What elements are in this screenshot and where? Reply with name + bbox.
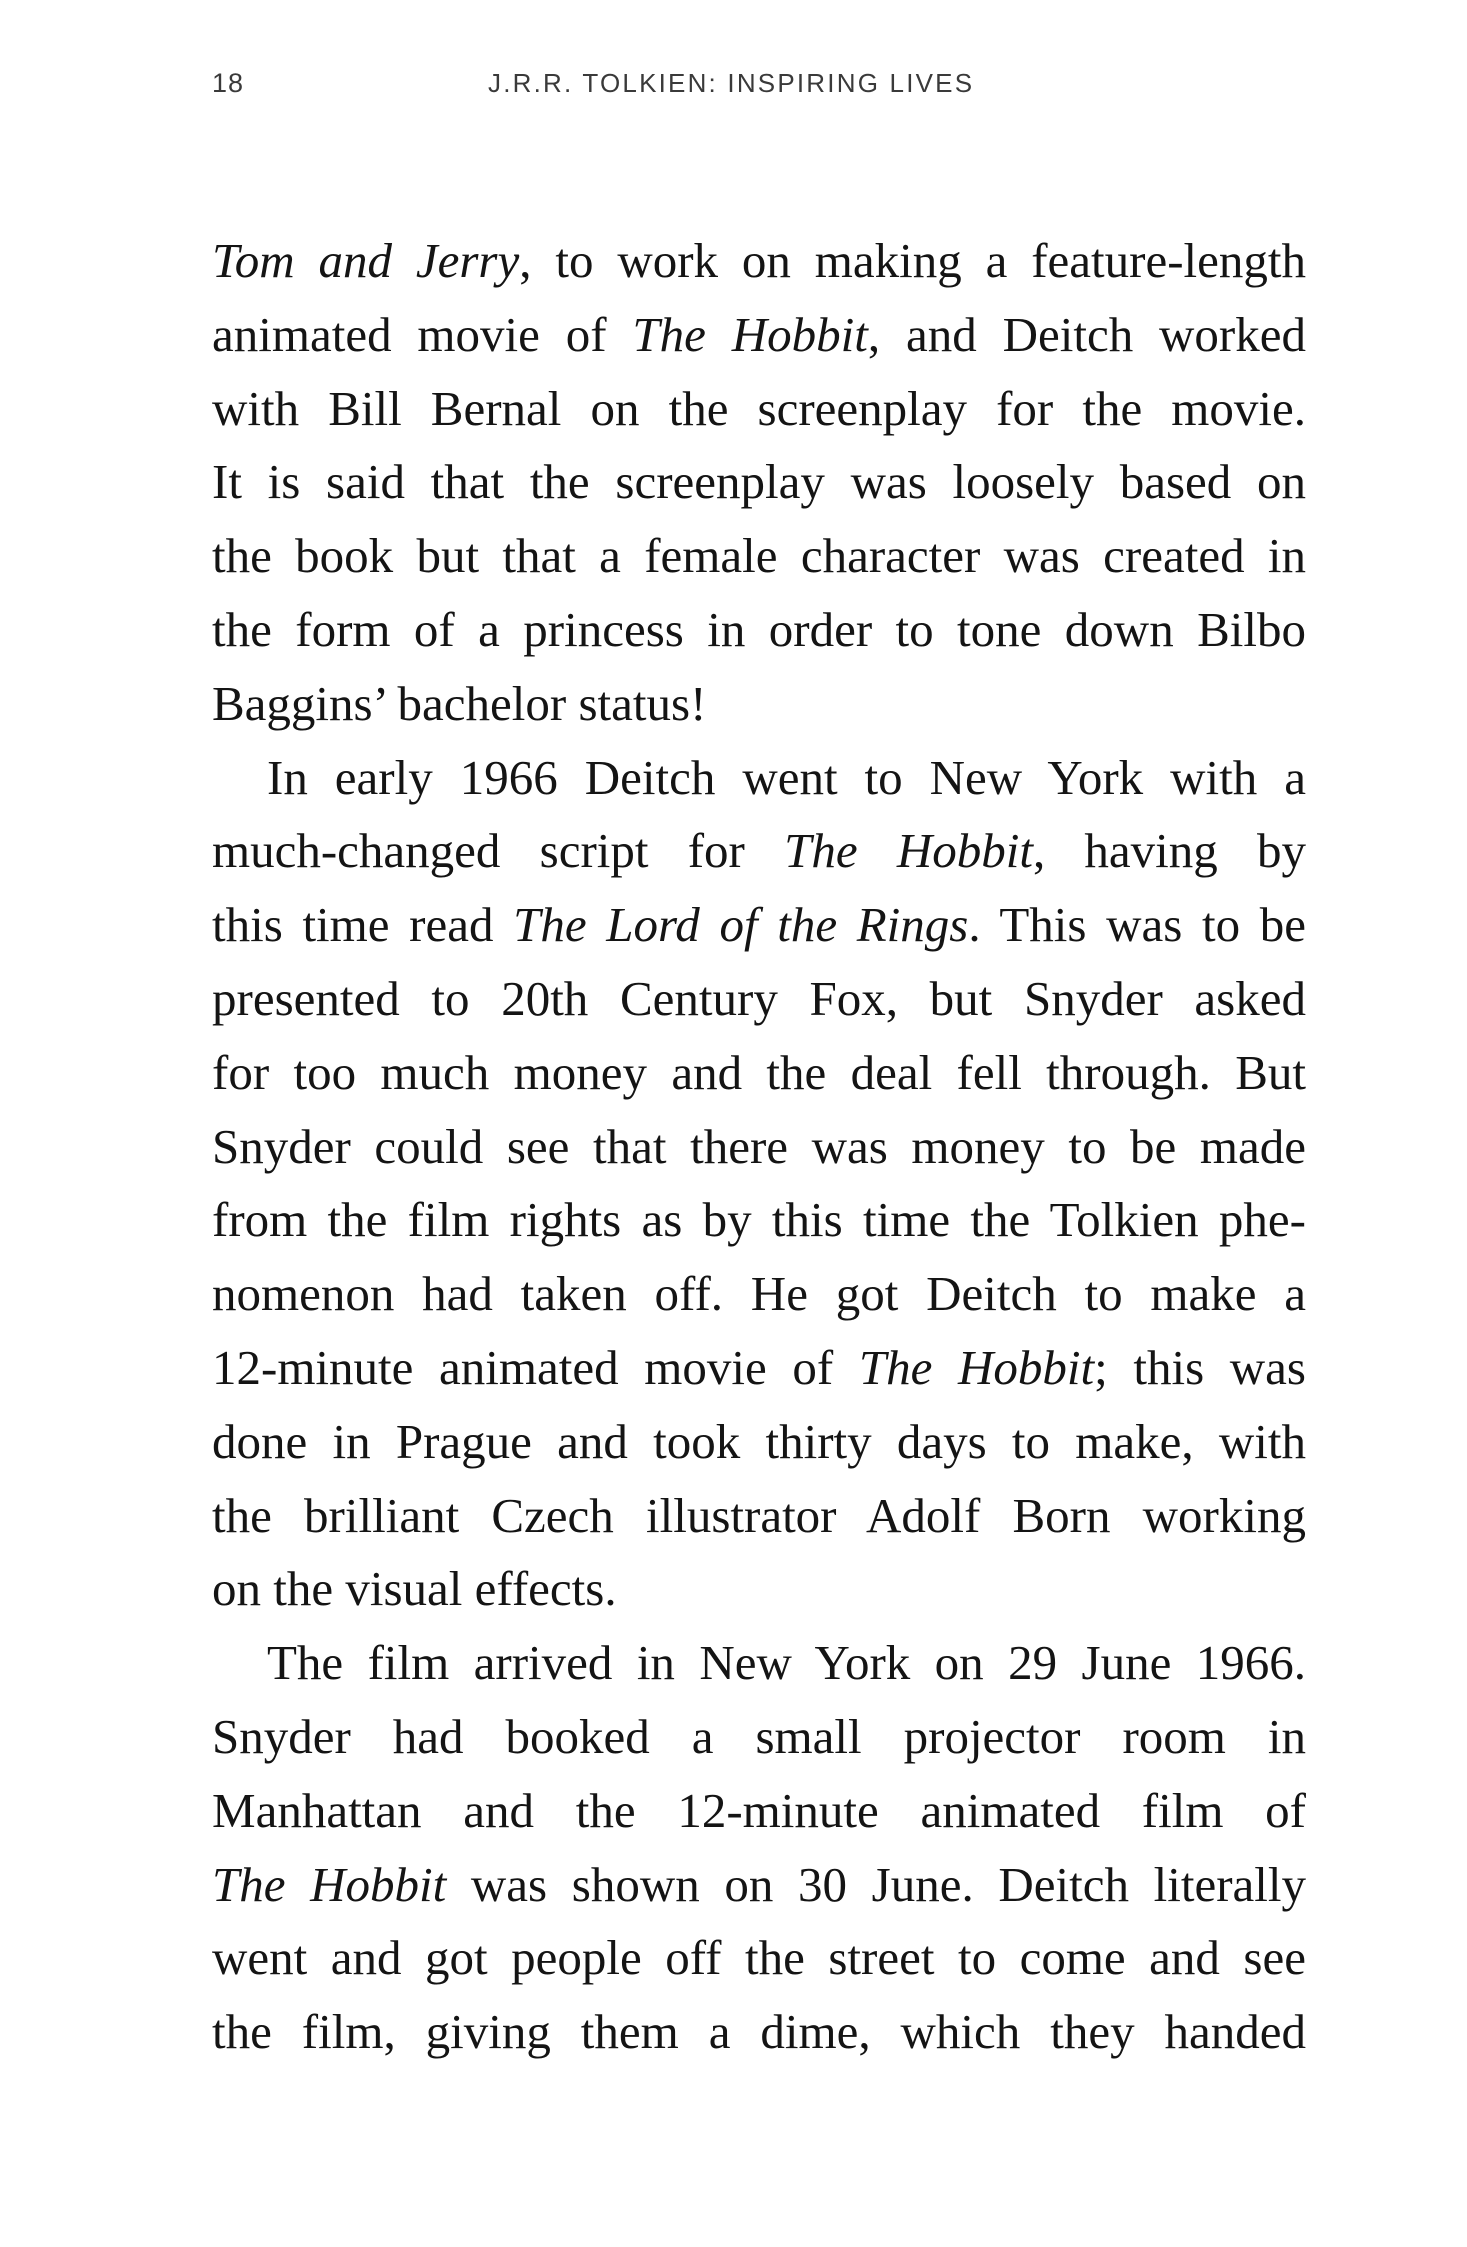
text-run: on the visual effects.: [212, 1561, 617, 1617]
text-run: presented to 20th Century Fox, but Snyder asked: [212, 970, 1306, 1026]
text-run: Snyder had booked a small projector room in: [212, 1708, 1306, 1764]
text-line: [212, 224, 1306, 298]
text-line: [212, 1257, 1306, 1331]
text-line: [212, 1110, 1306, 1184]
text-line: [212, 1700, 1306, 1774]
text-run: the brilliant Czech illustrator Adolf Born working: [212, 1487, 1306, 1543]
text-line: [212, 519, 1306, 593]
text-run: much-changed script for: [212, 823, 785, 879]
text-run: this time read: [212, 897, 514, 953]
text-run: animated movie of: [212, 306, 633, 362]
text-line: [212, 814, 1306, 888]
text-line: [212, 888, 1306, 962]
text-line: [212, 1921, 1306, 1995]
text-run: for too much money and the deal fell through. But: [212, 1044, 1306, 1100]
text-line: [212, 1479, 1306, 1553]
italic-title: The Hobbit: [784, 823, 1033, 879]
paragraph: [212, 741, 1306, 1627]
text-line: [212, 1405, 1306, 1479]
text-run: Manhattan and the 12-minute animated film of: [212, 1782, 1306, 1838]
text-line: [212, 445, 1306, 519]
text-line: [212, 1331, 1306, 1405]
text-line: [212, 298, 1306, 372]
text-run: . This was to be: [968, 897, 1307, 953]
page-number: 18: [212, 68, 245, 98]
text-line: [212, 667, 1306, 741]
text-run: from the film rights as by this time the Tolkien phe-: [212, 1192, 1306, 1248]
text-run: Snyder could see that there was money to be made: [212, 1118, 1306, 1174]
text-run: with Bill Bernal on the screenplay for the movie.: [212, 380, 1306, 436]
text-run: In early 1966 Deitch went to New York with a: [267, 749, 1306, 805]
text-line: [212, 372, 1306, 446]
text-run: , to work on making a feature-length: [519, 233, 1306, 288]
text-line: [212, 1848, 1306, 1922]
text-line: [212, 593, 1306, 667]
text-run: was shown on 30 June. Deitch literally: [446, 1856, 1306, 1912]
text-run: ; this was: [1094, 1339, 1306, 1395]
text-line: [212, 1552, 1306, 1626]
text-run: the form of a princess in order to tone down Bilbo: [212, 601, 1306, 657]
text-run: , and Deitch worked: [867, 306, 1306, 362]
italic-title: The Hobbit: [858, 1339, 1095, 1395]
text-line: [212, 1774, 1306, 1848]
text-run: It is said that the screenplay was loosely based on: [212, 454, 1306, 510]
text-run: the book but that a female character was created in: [212, 528, 1306, 584]
text-run: done in Prague and took thirty days to make, with: [212, 1413, 1306, 1469]
text-line: [212, 1036, 1306, 1110]
italic-title: Tom and Jerry: [212, 233, 520, 288]
text-run: went and got people off the street to come and see: [212, 1930, 1306, 1986]
text-line: [212, 1995, 1306, 2069]
running-head: J.R.R. TOLKIEN: INSPIRING LIVES: [488, 68, 975, 98]
text-run: 12-minute animated movie of: [212, 1339, 859, 1395]
text-line: [212, 1626, 1306, 1700]
italic-title: The Lord of the Rings: [513, 897, 969, 953]
text-line: [212, 1183, 1306, 1257]
text-run: , having by: [1032, 823, 1306, 879]
text-run: the film, giving them a dime, which they handed: [212, 2004, 1306, 2060]
paragraph: [212, 224, 1306, 741]
italic-title: The Hobbit: [212, 1856, 447, 1912]
italic-title: The Hobbit: [632, 306, 868, 362]
paragraph: [212, 1626, 1306, 2069]
body-text: [212, 224, 1306, 2069]
text-line: [212, 741, 1306, 815]
text-run: The film arrived in New York on 29 June 1966.: [267, 1635, 1306, 1691]
text-run: Baggins’ bachelor status!: [212, 675, 707, 731]
text-line: [212, 962, 1306, 1036]
page-header: [0, 68, 1467, 108]
text-run: nomenon had taken off. He got Deitch to make a: [212, 1266, 1306, 1322]
